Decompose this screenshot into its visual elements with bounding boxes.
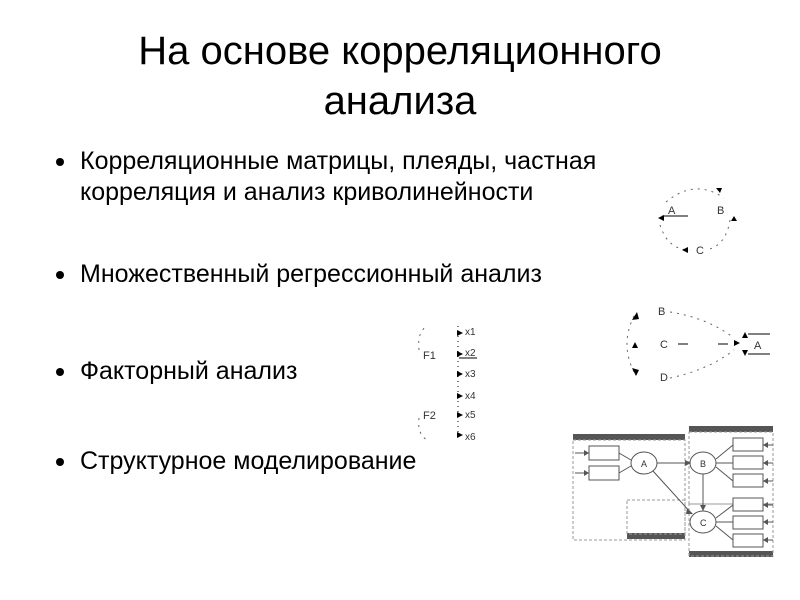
indicator-box-c1	[733, 498, 763, 511]
regression-path-d-a	[670, 350, 734, 378]
indicator-x6: x6	[465, 432, 476, 443]
outcome-a: A	[754, 340, 762, 352]
factor-diagram	[415, 322, 495, 447]
arrow-right-icon	[457, 351, 463, 357]
predictor-c: C	[660, 339, 668, 351]
bullet-text: Структурное моделирование	[80, 447, 417, 475]
bullet-item-correlation	[52, 146, 596, 208]
bullet-dot-icon	[56, 158, 64, 166]
indicator-box-c3	[733, 534, 763, 547]
latent-label-a: A	[641, 459, 648, 469]
indicator-x5: x5	[465, 410, 476, 421]
bullet-text: Корреляционные матрицы, плеяды, частная	[80, 147, 597, 175]
arrow-right-icon	[457, 412, 463, 418]
indicator-x4: x4	[465, 391, 476, 402]
indicator-x2: x2	[465, 348, 476, 359]
correlation-arc-ac	[660, 225, 690, 250]
indicator-x1: x1	[465, 327, 476, 338]
indicator-box-b1	[733, 438, 763, 451]
correlation-diagram	[640, 180, 750, 265]
correlation-arc-ab	[666, 189, 724, 202]
bullet-text: Факторный анализ	[80, 357, 298, 385]
arrow-up-icon	[742, 332, 748, 338]
indicator-box-b3	[733, 474, 763, 487]
arrow-right-icon	[457, 371, 463, 377]
bullet-dot-icon	[56, 368, 64, 376]
predictor-d: D	[660, 372, 668, 384]
latent-label-c: C	[700, 518, 707, 528]
arrow-left-icon	[658, 215, 664, 221]
correlation-node-c: C	[696, 245, 704, 257]
bullet-item-structural	[52, 446, 416, 477]
arrow-right-icon	[457, 330, 463, 336]
arrow-right-icon	[457, 432, 463, 438]
arrow-up-icon	[632, 342, 638, 348]
arrow-right-icon	[734, 340, 740, 346]
title-line-2: анализа	[323, 79, 477, 123]
title-line-1: На основе корреляционного	[138, 29, 662, 73]
latent-label-b: B	[700, 459, 707, 469]
regression-path-b-a	[670, 312, 734, 338]
arrow-down-icon	[742, 350, 748, 356]
bullet-item-factor	[52, 356, 297, 387]
indicator-box-c2	[733, 516, 763, 529]
bullet-text-continued: корреляция и анализ криволинейности	[80, 178, 534, 206]
factor-f1: F1	[423, 350, 436, 362]
slide-title	[0, 26, 800, 126]
bullet-text: Множественный регрессионный анализ	[80, 260, 542, 288]
indicator-box-b2	[733, 456, 763, 469]
regression-arc-bd	[627, 316, 634, 372]
predictor-b: B	[658, 306, 666, 318]
correlation-node-a: A	[668, 205, 676, 217]
regression-diagram	[618, 300, 778, 390]
indicator-x3: x3	[465, 369, 476, 380]
factor-f2: F2	[423, 410, 436, 422]
arrow-up-icon	[731, 216, 737, 221]
arrow-left-icon	[682, 247, 688, 253]
arrow-up-icon	[632, 312, 639, 320]
section-header-bar	[573, 434, 685, 440]
arrow-right-icon	[457, 393, 463, 399]
correlation-node-b: B	[717, 205, 725, 217]
indicator-box-a2	[589, 466, 619, 480]
arrow-down-icon	[632, 368, 639, 376]
bullet-item-regression	[52, 259, 542, 290]
structural-diagram	[567, 412, 777, 560]
bullet-dot-icon	[56, 271, 64, 279]
bullet-dot-icon	[56, 458, 64, 466]
correlation-arc-bc	[706, 220, 730, 250]
indicator-box-a1	[589, 446, 619, 460]
arrow-down-icon	[716, 188, 722, 193]
factor-f1-arc	[419, 326, 427, 350]
section-header-bar	[689, 426, 773, 432]
